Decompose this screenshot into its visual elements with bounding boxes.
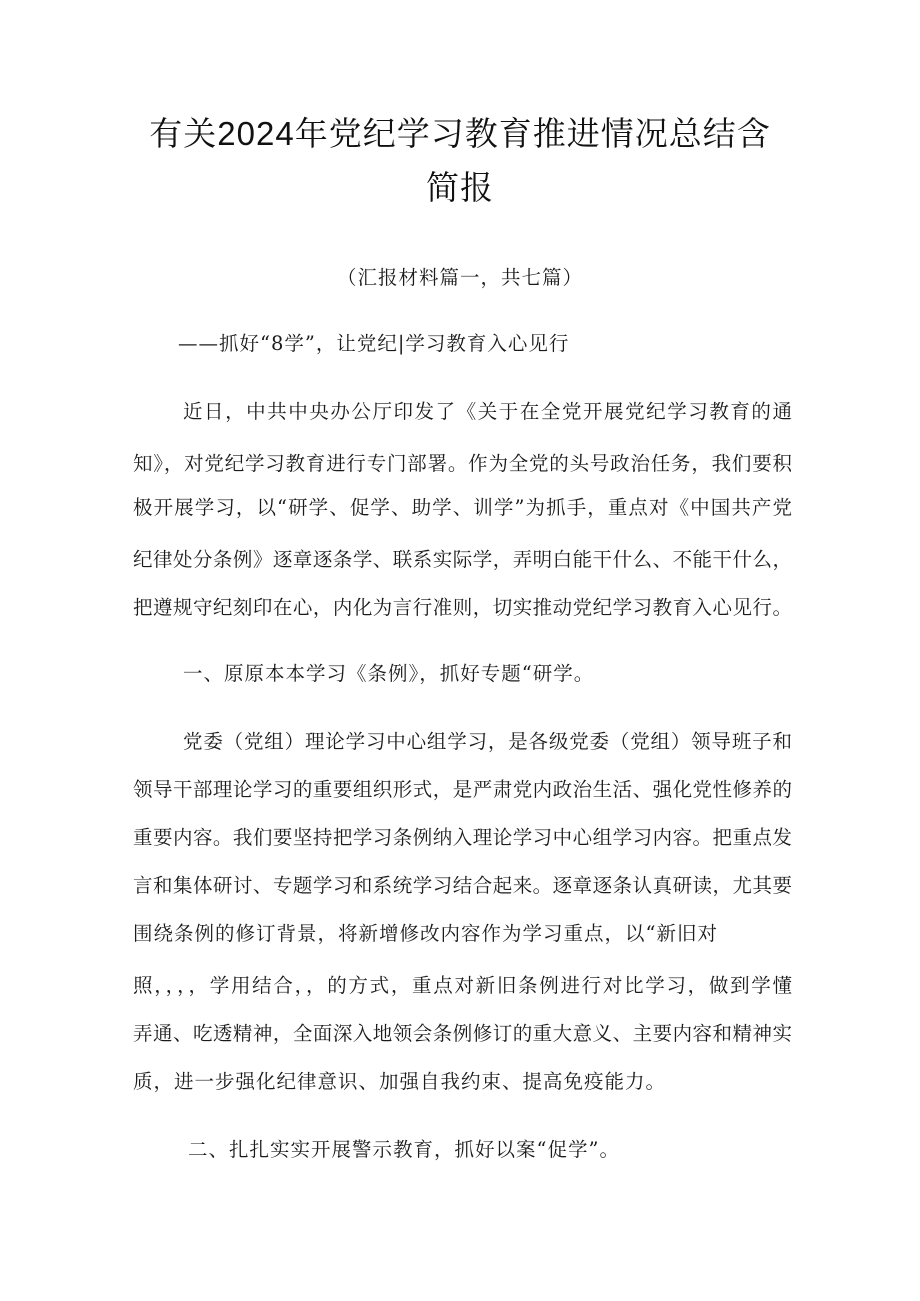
document-title-line-1: 有关2024年党纪学习教育推进情况总结含 bbox=[149, 115, 771, 152]
section-1-line-6: 照，，，，学用结合，，的方式，重点对新旧条例进行对比学习，做到学懂 bbox=[133, 974, 792, 997]
document-title-line-2: 简报 bbox=[426, 169, 494, 206]
section-1-heading: 一、原原本本学习《条例》，抓好专题“研学。 bbox=[183, 662, 595, 685]
section-1-line-3: 重要内容。我们要坚持把学习条例纳入理论学习中心组学习内容。把重点发 bbox=[133, 826, 792, 849]
intro-line-5: 把遵规守纪刻印在心，内化为言行准则，切实推动党纪学习教育入心见行。 bbox=[133, 596, 792, 619]
section-1-line-8: 质，进一步强化纪律意识、加强自我约束、提高免疫能力。 bbox=[133, 1070, 667, 1093]
section-1-line-5: 围绕条例的修订背景，将新增修改内容作为学习重点，以“新旧对 bbox=[133, 922, 718, 945]
section-2-heading: 二、扎扎实实开展警示教育，抓好以案“促学”。 bbox=[188, 1138, 620, 1161]
section-1-line-7: 弄通、吃透精神，全面深入地领会条例修订的重大意义、主要内容和精神实 bbox=[133, 1022, 792, 1045]
section-1-line-2: 领导干部理论学习的重要组织形式，是严肃党内政治生活、强化党性修养的 bbox=[133, 778, 792, 801]
intro-line-3: 极开展学习，以“研学、促学、助学、训学”为抓手，重点对《中国共产党 bbox=[133, 496, 792, 519]
intro-line-1: 近日，中共中央办公厅印发了《关于在全党开展党纪学习教育的通 bbox=[183, 400, 792, 423]
section-1-line-4: 言和集体研讨、专题学习和系统学习结合起来。逐章逐条认真研读，尤其要 bbox=[133, 874, 792, 897]
document-tagline: ——抓好“8学”，让党纪|学习教育入心见行 bbox=[178, 332, 570, 355]
section-1-line-1: 党委（党组）理论学习中心组学习，是各级党委（党组）领导班子和 bbox=[183, 730, 792, 753]
intro-line-2: 知》，对党纪学习教育进行专门部署。作为全党的头号政治任务，我们要积 bbox=[133, 452, 792, 475]
document-subtitle: （汇报材料篇一，共七篇） bbox=[336, 266, 583, 289]
intro-line-4: 纪律处分条例》逐章逐条学、联系实际学，弄明白能干什么、不能干什么， bbox=[133, 548, 792, 571]
